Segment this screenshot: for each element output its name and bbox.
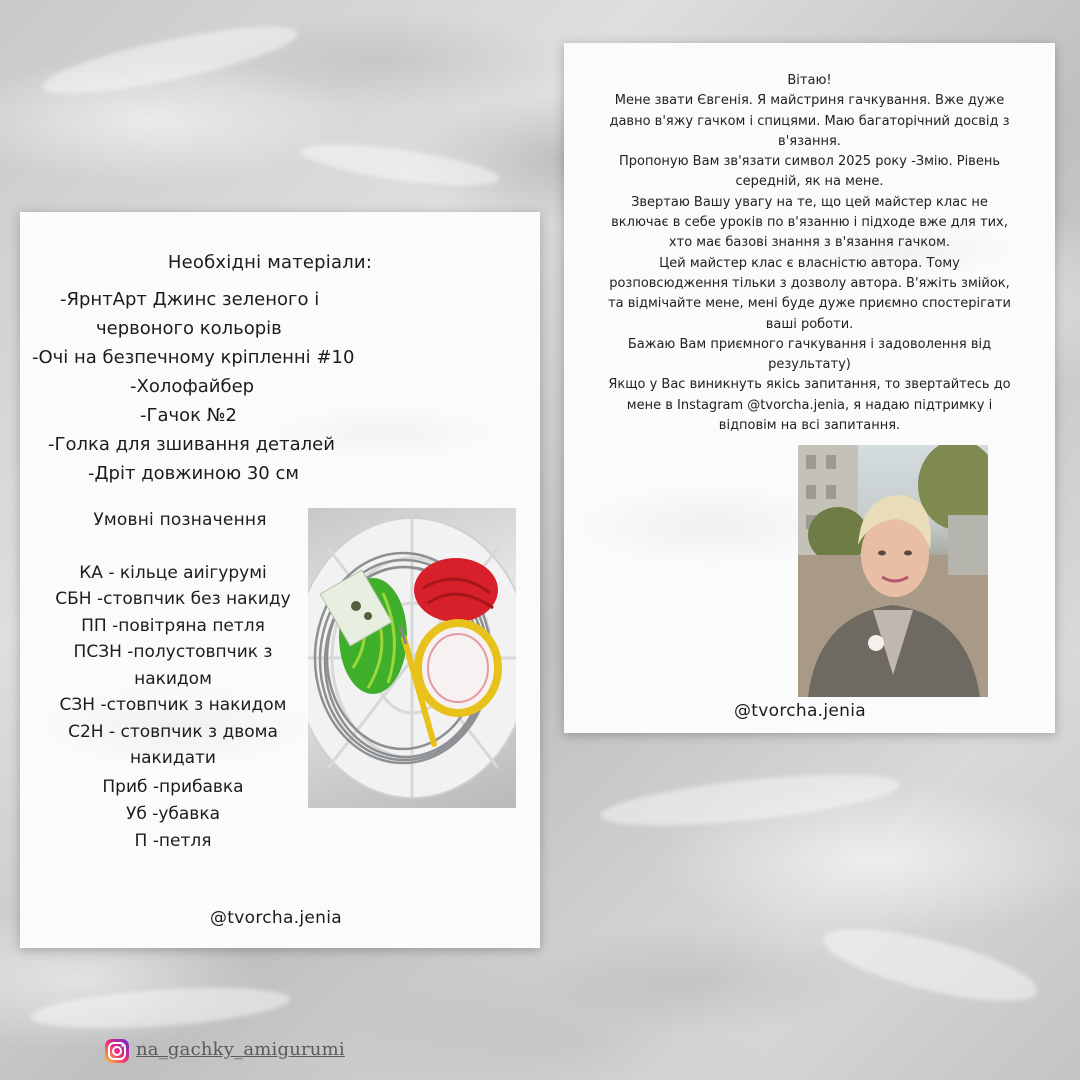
- intro-line: Бажаю Вам приємного гачкування і задоволення від результату): [627, 336, 992, 373]
- materials-photo: [308, 508, 516, 808]
- instagram-icon: [104, 1038, 130, 1064]
- intro-line: Якщо у Вас виникнуть якісь запитання, то звертайтесь до мене в Instagram @tvorcha.jenia, я надаю підтримку і відповім на всі запитання.: [608, 377, 1011, 434]
- intro-line: Вітаю!: [787, 73, 832, 88]
- legend-item: накидати: [130, 748, 216, 768]
- material-item: -Холофайбер: [130, 376, 255, 397]
- legend-item: ПСЗН -полустовпчик з: [73, 642, 273, 662]
- author-handle: @tvorcha.jenia: [734, 701, 866, 721]
- intro-line: Цей майстер клас є власністю автора. Тому розповсюдження тільки з дозволу автора. В'яжіть змійок, та відмічайте мене, мені буде дуже приємно спостерігати ваші роботи.: [608, 255, 1011, 332]
- material-item: -ЯрнтАрт Джинс зеленого і: [60, 289, 320, 310]
- instagram-handle[interactable]: na_gachky_amigurumi: [136, 1039, 345, 1060]
- legend-item: накидом: [134, 669, 212, 689]
- materials-title: Необхідні матеріали:: [167, 252, 373, 273]
- legend-item: КА - кільце аиігурумі: [79, 563, 267, 583]
- intro-line: Звертаю Вашу увагу на те, що цей майстер клас не включає в себе уроків по в'язанню і підходе вже для тих, хто має базові знання з в'язання гачком.: [611, 194, 1008, 251]
- background-texture: [39, 13, 302, 106]
- material-item: -Очі на безпечному кріпленні #10: [32, 347, 355, 368]
- legend-item: П -петля: [134, 831, 212, 851]
- material-item: червоного кольорів: [96, 318, 282, 339]
- legend-item: СЗН -стовпчик з накидом: [59, 695, 287, 715]
- author-handle: @tvorcha.jenia: [210, 908, 342, 928]
- background-texture: [29, 981, 291, 1035]
- intro-card: [564, 43, 1055, 733]
- materials-card: [20, 212, 540, 948]
- legend-item: Уб -убавка: [125, 804, 221, 824]
- author-portrait: [798, 445, 988, 697]
- intro-text: [604, 71, 1015, 436]
- material-item: -Дріт довжиною 30 см: [88, 463, 299, 484]
- legend-item: С2Н - стовпчик з двома: [68, 722, 278, 742]
- material-item: -Гачок №2: [140, 405, 237, 426]
- legend-item: ПП -повітряна петля: [81, 616, 265, 636]
- legend-item: Приб -прибавка: [102, 777, 244, 797]
- material-item: -Голка для зшивання деталей: [48, 434, 335, 455]
- author-photo: [798, 445, 988, 697]
- background-texture: [599, 764, 902, 835]
- materials-illustration: [308, 508, 516, 808]
- background-texture: [299, 136, 501, 194]
- background-texture: [817, 914, 1043, 1016]
- intro-line: Пропоную Вам зв'язати символ 2025 року -Змію. Рівень середній, як на мене.: [618, 154, 1000, 190]
- legend-item: СБН -стовпчик без накиду: [55, 589, 291, 609]
- legend-title: Умовні позначення: [93, 510, 267, 530]
- intro-line: Мене звати Євгенія. Я майстриня гачкування. Вже дуже давно в'яжу гачком і спицями. Маю багаторічний досвід з в'язання.: [609, 93, 1010, 149]
